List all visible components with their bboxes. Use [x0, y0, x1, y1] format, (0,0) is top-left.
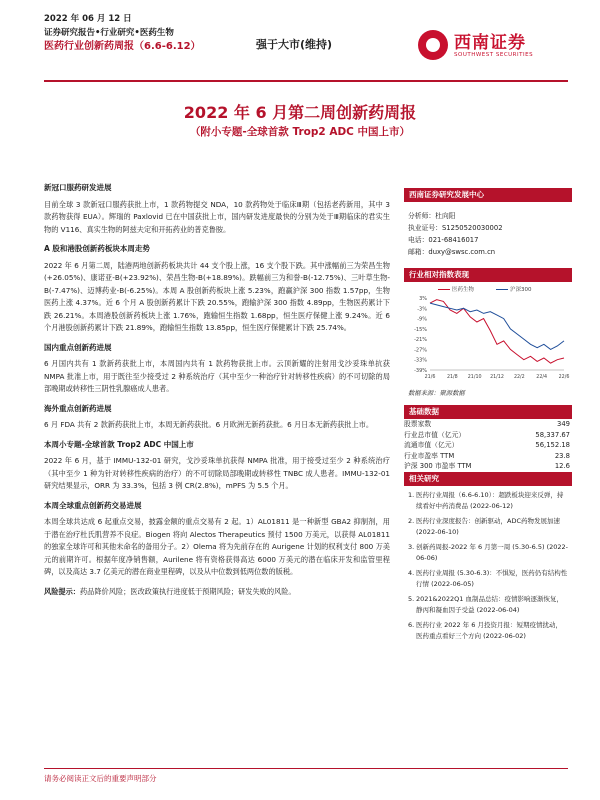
list-item[interactable]	[408, 594, 568, 616]
item-number: 3.	[408, 542, 415, 551]
table-row	[404, 461, 572, 472]
report-category: 证券研究报告•行业研究•医药生物	[44, 28, 174, 38]
report-date: 2022 年 06 月 12 日	[44, 14, 132, 24]
y-tick-label: -9%	[417, 316, 427, 323]
page-subtitle: （附小专题-全球首款 Trop2 ADC 中国上市）	[189, 126, 411, 138]
basic-data-table	[404, 419, 572, 472]
section-heading: 新冠口服药研发进展	[44, 183, 112, 192]
stat-label: 行业市盈率 TTM	[404, 451, 455, 460]
section-heading: 本周全球重点创新药交易进展	[44, 500, 142, 510]
list-item[interactable]	[408, 542, 568, 564]
stat-value: 23.8	[554, 451, 570, 460]
analyst-row: 邮箱：duxy@swsc.com.cn	[408, 248, 496, 256]
sidebar	[404, 188, 572, 646]
list-item[interactable]	[408, 516, 568, 538]
main-content	[44, 180, 390, 598]
stat-label: 流通市值（亿元）	[404, 441, 459, 449]
logo	[418, 28, 568, 68]
x-tick-label: 22/2	[513, 375, 525, 380]
risk-note	[44, 586, 390, 599]
risk-text: 药品降价风险；医改政策执行进度低于预期风险；研发失败的风险。	[79, 586, 296, 596]
analyst-row: 分析师：杜向阳	[408, 212, 456, 220]
item-text: 医药行业周报（6.6-6.10）：超跌板块迎来反弹，持续看好中药消费品 (2022-06-12)	[416, 490, 564, 510]
y-tick-label: 3%	[419, 296, 427, 302]
analyst-info	[404, 202, 572, 264]
chart-title: 行业相对指数表现	[404, 268, 572, 282]
table-row	[404, 419, 572, 430]
section-heading: 国内重点创新药进展	[44, 342, 112, 352]
footer-disclaimer: 请务必阅读正文后的重要声明部分	[44, 774, 157, 783]
item-number: 4.	[408, 568, 415, 577]
header-left	[44, 12, 201, 54]
related-research-list	[404, 486, 572, 642]
x-tick-label: 21/10	[467, 375, 482, 380]
series-line-1	[430, 300, 564, 363]
section-body: 2022 年 6 月第二周，陆港两地创新药板块共计 44 支个股上涨，16 支个股下跌。其中涨幅前三为荣昌生物(+26.05%)、康诺亚-B(+23.92%)、荣昌生物-B(+18.89%)。跌幅前三为和誉-B(-12.75%)、三叶草生物-B(-7.47%)、迈博药业-B(-6.25%)。本周 A 股创新药板块上涨 5.23%，跑赢沪深 300 指数 1.57pp，生物医药上涨 4.37%。近 6 个月 A 股创新药累计下跌 20.55%，跑输沪深 300 指数 4.89pp，生物医药累计下跌 26.21%。本周港股创新药板块上涨 1.76%，跑输恒生指数 1.68pp，恒生医疗保健上涨 9.24%。近 6 个月港股创新药累计下跌 21.89%，跑输恒生指数 13.85pp，恒生医疗保健累计下跌 25.74%。	[44, 260, 390, 332]
stat-value: 349	[557, 420, 570, 428]
stat-value: 56,152.18	[535, 441, 570, 449]
page-title: 2022 年 6 月第二周创新药周报	[183, 103, 417, 122]
chart-legend	[404, 282, 572, 294]
analyst-row: 电话：021-68416017	[408, 236, 479, 244]
x-tick-label: 22/6	[558, 375, 570, 380]
section-body: 2022 年 6 月，基于 IMMU-132-01 研究，戈沙妥珠单抗获得 NMPA 批准，用于接受过至少 2 种系统治疗（其中至少 1 种为针对转移性疾病的治疗）的不可切除局部晚期或转移性 TNBC 成人患者。IMMU-132-01 研究结果显示，ORR 为 33.3%，包括 3 例 CR(2.8%)，mPFS 为 5.5 个月。	[44, 456, 390, 490]
section-body: 6 月国内共有 1 款新药获批上市，本周国内共有 1 款药物获批上市。云顶新耀的注射用戈沙妥珠单抗获 NMPA 批准上市，用于既往至少接受过 2 种系统治疗（其中至少一种治疗针对转移性疾病）的不可切除的局部晚期或转移性三阴性乳腺癌成人患者。	[44, 359, 390, 393]
item-text: 2021&2022Q1 血制品总结：疫情影响逐渐恢复，静丙和凝血因子受益 (2022-06-04)	[416, 594, 563, 614]
legend-item-1	[438, 285, 474, 293]
stat-value: 58,337.67	[535, 430, 570, 439]
list-item[interactable]	[408, 568, 568, 590]
item-number: 2.	[408, 516, 415, 525]
table-row	[404, 430, 572, 441]
item-number: 5.	[408, 594, 415, 603]
table-row	[404, 440, 572, 451]
chart-source: 数据来源：聚源数据	[408, 390, 465, 397]
y-tick-label: -21%	[414, 337, 427, 344]
list-item[interactable]	[408, 490, 568, 512]
x-tick-label: 21/6	[424, 375, 436, 380]
item-text: 医药行业周报 (5.30-6.3)：不惧短，医药仍有结构性行情 (2022-06-05)	[416, 568, 568, 588]
x-tick-label: 21/12	[490, 375, 504, 380]
section-body: 6 月 FDA 共有 2 款新药获批上市，本周无新药获批。6 月欧洲无新药获批。6 月日本无新药获批上市。	[44, 420, 374, 429]
section-body: 目前全球 3 款新冠口服药获批上市，1 款药物提交 NDA，10 款药物处于临床Ⅲ期（包括老药新用，其中 3 款药物获得 EUA）。辉瑞的 Paxlovid 已在中国获批上市，国内研发进度最快的分别为处于Ⅲ期临床的君实生物的 V116、真实生物的阿兹夫定和开拓药业的普克鲁胺。	[44, 199, 390, 234]
stat-label: 行业总市值（亿元）	[404, 430, 466, 439]
logo-text-en: SOUTHWEST SECURITIES	[454, 52, 534, 58]
basic-data-header: 基础数据	[404, 405, 572, 419]
legend-item-2	[496, 285, 532, 293]
item-text: 医药行业 2022 年 6 月投资月报：短期疫情扰动，医药重点看好三个方向 (2022-06-02)	[416, 620, 562, 640]
risk-label: 风险提示：	[44, 586, 80, 596]
stat-label: 沪深 300 市盈率 TTM	[404, 462, 472, 470]
section-heading: 海外重点创新药进展	[44, 403, 112, 413]
logo-icon	[418, 30, 448, 60]
related-research-header: 相关研究	[404, 472, 572, 486]
section-heading: A 股和港股创新药板块本周走势	[44, 244, 150, 253]
analyst-row: 执业证号：S1250520030002	[408, 224, 503, 232]
logo-text-cn: 西南证券	[454, 33, 526, 53]
stat-value: 12.6	[554, 462, 570, 470]
section-heading: 本周小专题-全球首款 Trop2 ADC 中国上市	[44, 439, 194, 449]
report-name: 医药行业创新药周报（6.6-6.12）	[44, 41, 201, 52]
item-number: 1.	[408, 490, 415, 499]
relative-index-chart	[404, 294, 572, 382]
list-item[interactable]	[408, 620, 568, 642]
header-divider	[44, 80, 568, 82]
y-tick-label: -3%	[417, 306, 427, 313]
y-tick-label: -39%	[414, 368, 427, 374]
stat-label: 股票家数	[404, 420, 432, 428]
item-number: 6.	[408, 620, 415, 629]
x-tick-label: 22/4	[536, 375, 548, 380]
legend-label-1: 医药生物	[452, 287, 475, 293]
research-center-header: 西南证券研究发展中心	[404, 188, 572, 202]
x-tick-label: 21/8	[446, 375, 458, 380]
y-tick-label: -15%	[414, 326, 427, 333]
table-row	[404, 451, 572, 462]
item-text: 创新药周报-2022 年 6 月第一周 (5.30-6.5) (2022-06-06)	[416, 542, 569, 562]
y-tick-label: -33%	[414, 357, 427, 364]
y-tick-label: -27%	[414, 347, 427, 354]
section-body: 本周全球共达成 6 起重点交易，披露金额的重点交易有 2 起。1）AL01811 是一种新型 GBA2 抑制剂，用于潜在治疗杜氏肌营养不良症。Biogen 将向 Alectos Therapeutics 预付 1500 万美元，以获得 AL01811 的独家全球许可和其他未命名的备用分子。2）Olema 将为先前存在的 Aurigene 计划的权利支付 800 万美元的前期许可。根据年度净销售额，Aurilene 将有资格获得高达 6000 万美元的潜在临床开发和监管里程碑，以及高达 3.7 亿美元的潜在商业里程碑，以及从中位数到低两位数的版税。	[44, 517, 390, 576]
footer-divider	[44, 768, 568, 769]
legend-label-2: 沪深300	[510, 287, 532, 293]
rating: 强于大市(维持)	[256, 38, 333, 51]
item-text: 医药行业深度报告：创新驱动，ADC药物发展加速 (2022-06-10)	[416, 516, 560, 536]
